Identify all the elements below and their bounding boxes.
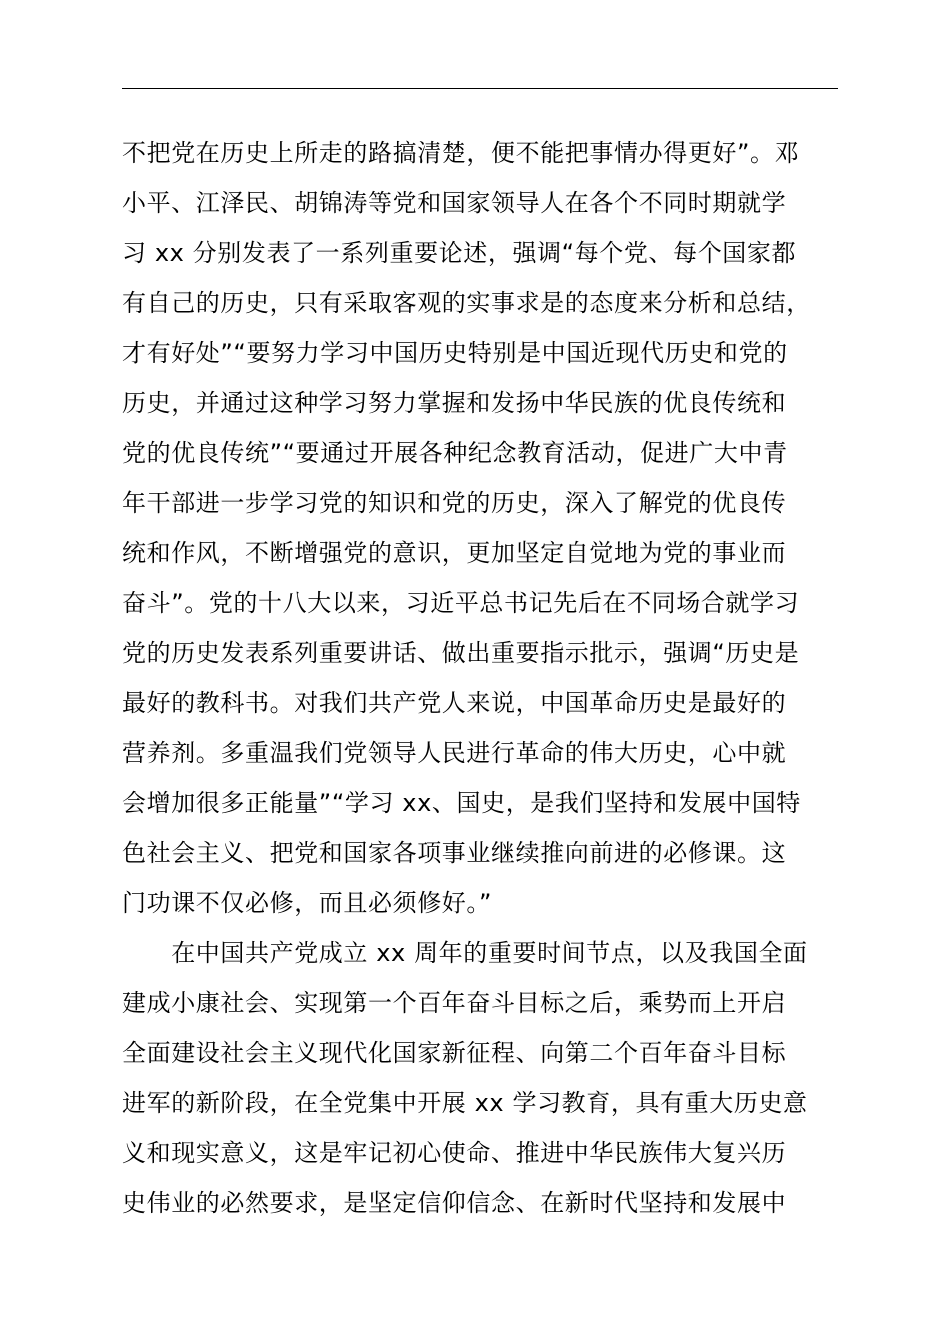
text-line: 史伟业的必然要求，是坚定信仰信念、在新时代坚持和发展中 bbox=[122, 1189, 787, 1217]
text-line: 年干部进一步学习党的知识和党的历史，深入了解党的优良传 bbox=[122, 489, 787, 517]
text-line: 色社会主义、把党和国家各项事业继续推向前进的必修课。这 bbox=[122, 839, 787, 867]
text-line: 不把党在历史上所走的路搞清楚，便不能把事情办得更好”。邓 bbox=[122, 139, 800, 167]
text-line: 才有好处”“要努力学习中国历史特别是中国近现代历史和党的 bbox=[122, 339, 788, 367]
text-line: 义和现实意义，这是牢记初心使命、推进中华民族伟大复兴历 bbox=[122, 1139, 787, 1167]
text-line: 全面建设社会主义现代化国家新征程、向第二个百年奋斗目标 bbox=[122, 1039, 787, 1067]
text-line: 建成小康社会、实现第一个百年奋斗目标之后，乘势而上开启 bbox=[122, 989, 787, 1017]
text-line: 最好的教科书。对我们共产党人来说，中国革命历史是最好的 bbox=[122, 689, 787, 717]
body-text bbox=[122, 128, 838, 1228]
text-line: 党的历史发表系列重要讲话、做出重要指示批示，强调“历史是 bbox=[122, 639, 800, 667]
text-line: 门功课不仅必修，而且必须修好。” bbox=[122, 889, 493, 917]
header-rule bbox=[122, 88, 838, 89]
text-line: 会增加很多正能量”“学习 xx、国史，是我们坚持和发展中国特 bbox=[122, 789, 801, 817]
text-line: 小平、江泽民、胡锦涛等党和国家领导人在各个不同时期就学 bbox=[122, 189, 787, 217]
text-line: 有自己的历史，只有采取客观的实事求是的态度来分析和总结， bbox=[122, 289, 811, 317]
text-line: 进军的新阶段，在全党集中开展 xx 学习教育，具有重大历史意 bbox=[122, 1089, 808, 1117]
text-line: 历史，并通过这种学习努力掌握和发扬中华民族的优良传统和 bbox=[122, 389, 787, 417]
text-line: 统和作风，不断增强党的意识，更加坚定自觉地为党的事业而 bbox=[122, 539, 787, 567]
text-line: 习 xx 分别发表了一系列重要论述，强调“每个党、每个国家都 bbox=[122, 239, 797, 267]
paragraph-start-line: 在中国共产党成立 xx 周年的重要时间节点，以及我国全面 bbox=[122, 939, 808, 967]
text-line: 营养剂。多重温我们党领导人民进行革命的伟大历史，心中就 bbox=[122, 739, 787, 767]
text-line: 党的优良传统”“要通过开展各种纪念教育活动，促进广大中青 bbox=[122, 439, 788, 467]
text-line: 奋斗”。党的十八大以来，习近平总书记先后在不同场合就学习 bbox=[122, 589, 800, 617]
